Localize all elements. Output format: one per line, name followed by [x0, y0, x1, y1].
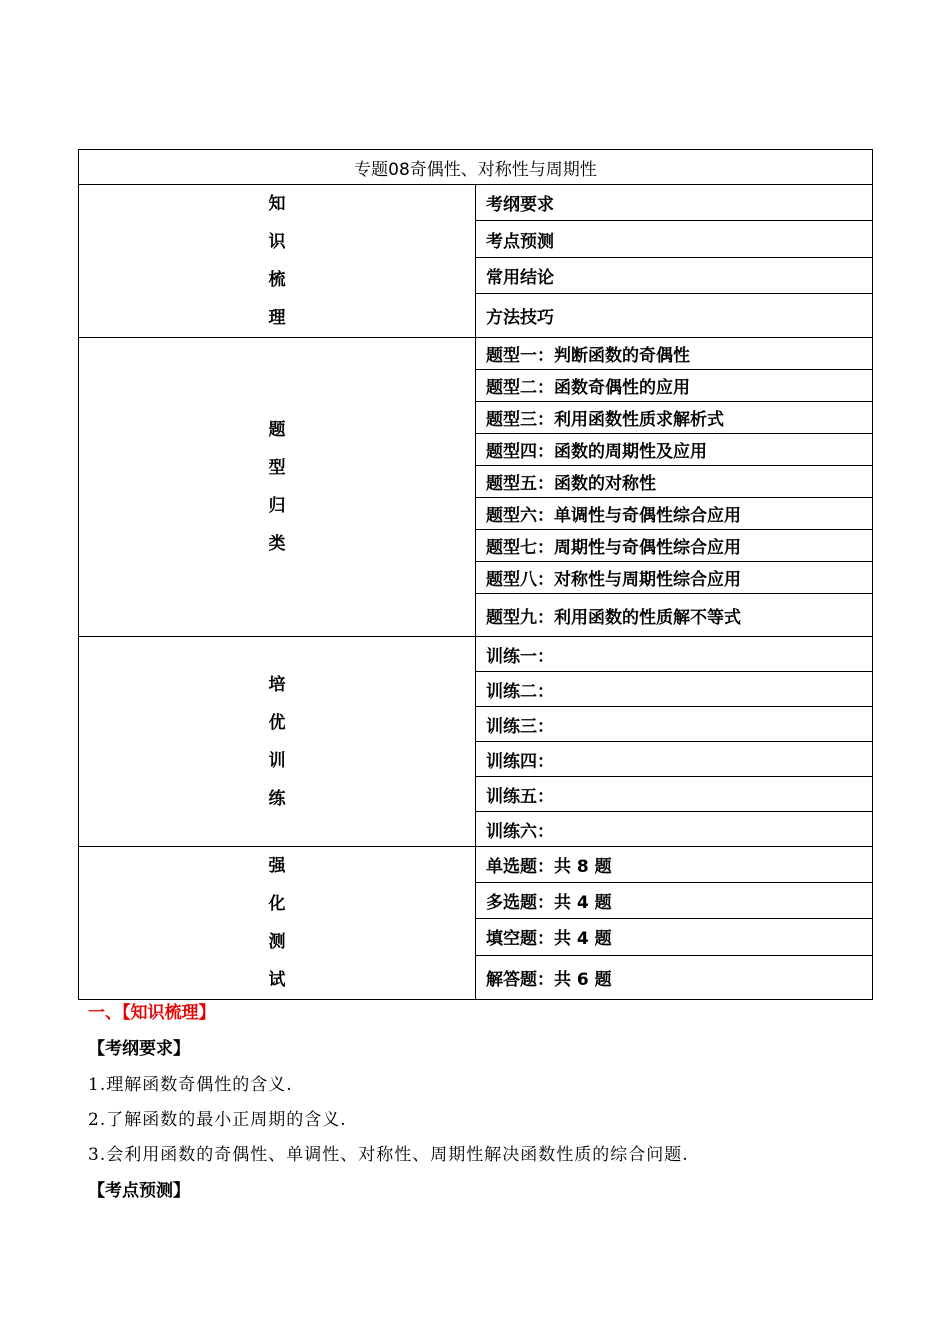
toc-item: 训练三： [476, 707, 873, 742]
toc-item: 考纲要求 [476, 185, 873, 221]
toc-table [78, 149, 873, 1000]
toc-item: 题型五：函数的对称性 [476, 466, 873, 498]
section-label-training: 培 优 训 练 [79, 637, 476, 847]
toc-title-row [79, 150, 873, 185]
toc-item: 多选题：共 4 题 [476, 883, 873, 919]
toc-item: 训练五： [476, 777, 873, 812]
toc-row [79, 185, 873, 221]
toc-item: 单选题：共 8 题 [476, 847, 873, 883]
toc-row [79, 338, 873, 370]
toc-row [79, 847, 873, 883]
toc-row [79, 637, 873, 672]
subheading-requirements: 【考纲要求】 [88, 1039, 190, 1059]
toc-item: 填空题：共 4 题 [476, 919, 873, 955]
toc-item: 常用结论 [476, 257, 873, 293]
toc-item: 题型六：单调性与奇偶性综合应用 [476, 498, 873, 530]
requirement-line: 1.理解函数奇偶性的含义. [88, 1075, 293, 1095]
toc-item: 题型二：函数奇偶性的应用 [476, 370, 873, 402]
section-label-test: 强 化 测 试 [79, 847, 476, 1000]
requirement-line: 2.了解函数的最小正周期的含义. [88, 1110, 347, 1130]
toc-item: 题型一：判断函数的奇偶性 [476, 338, 873, 370]
toc-item: 题型七：周期性与奇偶性综合应用 [476, 530, 873, 562]
toc-item: 训练二： [476, 672, 873, 707]
section-label-question-types: 题 型 归 类 [79, 338, 476, 637]
requirement-line: 3.会利用函数的奇偶性、单调性、对称性、周期性解决函数性质的综合问题. [88, 1145, 689, 1165]
toc-title: 专题08奇偶性、对称性与周期性 [79, 150, 873, 185]
toc-item: 解答题：共 6 题 [476, 955, 873, 999]
toc-item: 题型三：利用函数性质求解析式 [476, 402, 873, 434]
subheading-predictions: 【考点预测】 [88, 1181, 190, 1201]
toc-item: 训练一： [476, 637, 873, 672]
toc-item: 题型四：函数的周期性及应用 [476, 434, 873, 466]
toc-item: 训练六： [476, 812, 873, 847]
toc-item: 训练四： [476, 742, 873, 777]
section-label-knowledge: 知 识 梳 理 [79, 185, 476, 338]
toc-item: 题型九：利用函数的性质解不等式 [476, 594, 873, 637]
toc-item: 考点预测 [476, 221, 873, 257]
toc-item: 方法技巧 [476, 294, 873, 338]
toc-item: 题型八：对称性与周期性综合应用 [476, 562, 873, 594]
section-heading: 一、【知识梳理】 [88, 1003, 216, 1023]
